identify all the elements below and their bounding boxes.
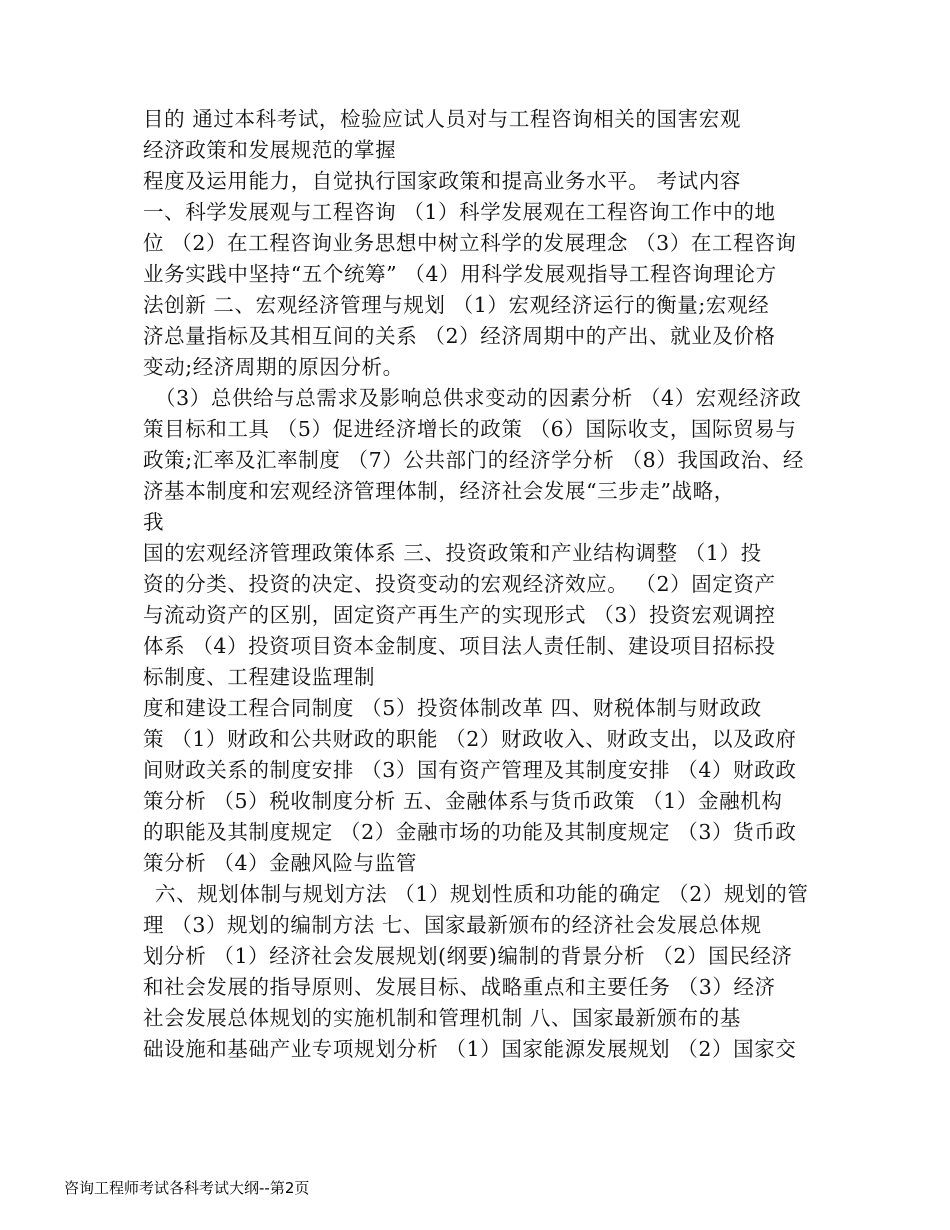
text-line: 法创新 二、宏观经济管理与规划 （1）宏观经济运行的衡量;宏观经 (143, 293, 770, 317)
text-line: 和社会发展的指导原则、发展目标、战略重点和主要任务 （3）经济 (143, 975, 776, 999)
text-line: 理 （3）规划的编制方法 七、国家最新颁布的经济社会发展总体规 (143, 913, 762, 937)
document-body (143, 104, 813, 1065)
text-line: 础设施和基础产业专项规划分析 （1）国家能源发展规划 （2）国家交 (143, 1037, 797, 1061)
text-line: 济基本制度和宏观经济管理体制，经济社会发展“三步走”战略， (143, 479, 735, 503)
text-line: 济总量指标及其相互间的关系 （2）经济周期中的产出、就业及价格 (143, 324, 776, 348)
text-line: 变动;经济周期的原因分析。 (143, 355, 404, 379)
text-line: 策 （1）财政和公共财政的职能 （2）财政收入、财政支出，以及政府 (143, 727, 797, 751)
text-line: 体系 （4）投资项目资本金制度、项目法人责任制、建设项目招标投 (143, 634, 776, 658)
text-line: 目的 通过本科考试，检验应试人员对与工程咨询相关的国害宏观 (143, 107, 741, 131)
text-line: 策分析 （5）税收制度分析 五、金融体系与货币政策 （1）金融机构 (143, 789, 783, 813)
text-line: 的职能及其制度规定 （2）金融市场的功能及其制度规定 （3）货币政 (143, 820, 797, 844)
text-line: 间财政关系的制度安排 （3）国有资产管理及其制度安排 （4）财政政 (143, 758, 797, 782)
text-line: 程度及运用能力，自觉执行国家政策和提高业务水平。 考试内容 (143, 169, 741, 193)
text-line: 我 (143, 510, 165, 534)
text-line: 业务实践中坚持“五个统筹” （4）用科学发展观指导工程咨询理论方 (143, 262, 777, 286)
text-line: 社会发展总体规划的实施机制和管理机制 八、国家最新颁布的基 (143, 1006, 741, 1030)
text-line: 策目标和工具 （5）促进经济增长的政策 （6）国际收支，国际贸易与 (143, 417, 797, 441)
text-line: 资的分类、投资的决定、投资变动的宏观经济效应。 （2）固定资产 (143, 572, 776, 596)
text-line: 政策;汇率及汇率制度 （7）公共部门的经济学分析 （8）我国政治、经 (143, 448, 804, 472)
text-line: 与流动资产的区别，固定资产再生产的实现形式 （3）投资宏观调控 (143, 603, 776, 627)
text-line: 位 （2）在工程咨询业务思想中树立科学的发展理念 （3）在工程咨询 (143, 231, 797, 255)
text-line: 策分析 （4）金融风险与监管 (143, 851, 417, 875)
text-line: 经济政策和发展规范的掌握 (143, 138, 397, 162)
text-line: 国的宏观经济管理政策体系 三、投资政策和产业结构调整 （1）投 (143, 541, 762, 565)
text-line: 六、规划体制与规划方法 （1）规划性质和功能的确定 （2）规划的管 (155, 882, 809, 906)
page-footer: 咨询工程师考试各科考试大纲--第2页 (64, 1179, 310, 1197)
text-line: （3）总供给与总需求及影响总供求变动的因素分析 （4）宏观经济政 (155, 386, 802, 410)
text-line: 标制度、工程建设监理制 (143, 665, 376, 689)
text-line: 一、科学发展观与工程咨询 （1）科学发展观在工程咨询工作中的地 (143, 200, 776, 224)
text-line: 划分析 （1）经济社会发展规划(纲要)编制的背景分析 （2）国民经济 (143, 944, 793, 968)
text-line: 度和建设工程合同制度 （5）投资体制改革 四、财税体制与财政政 (143, 696, 762, 720)
